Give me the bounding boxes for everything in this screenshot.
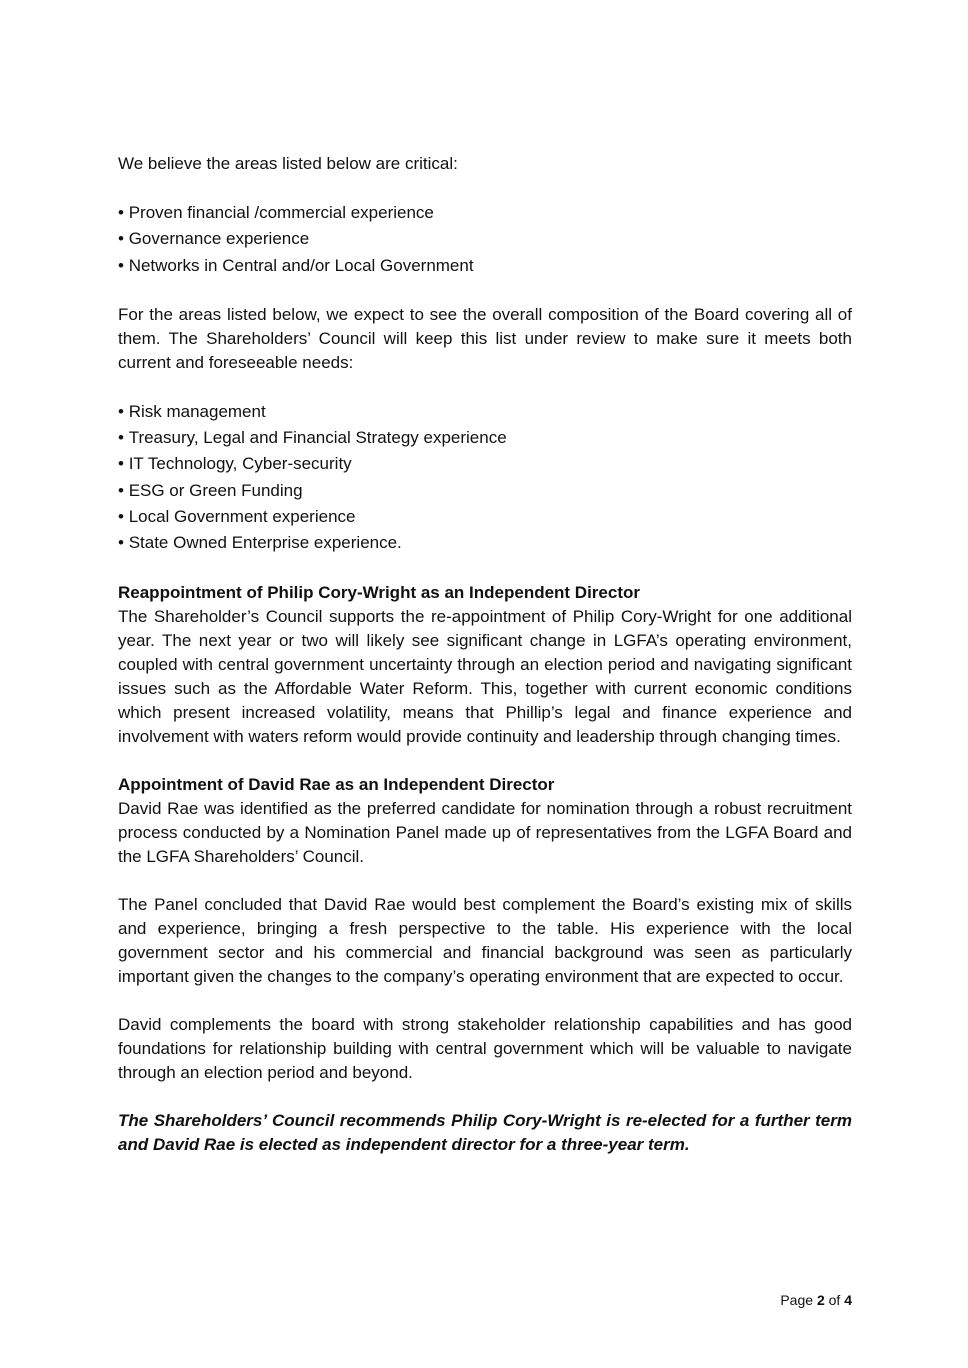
list-item: • Local Government experience (118, 504, 852, 530)
reappointment-heading: Reappointment of Philip Cory-Wright as an Independent Director (118, 582, 640, 602)
appointment-paragraph-1: David Rae was identified as the preferred candidate for nomination through a robust recruitment process conducted by a Nomination Panel made up of representatives from the LGFA Board and the LGFA Shareholders’ Council. (118, 798, 852, 866)
list-item: • Risk management (118, 399, 852, 425)
composition-paragraph: For the areas listed below, we expect to see the overall composition of the Board covering all of them. The Shareholders’ Council will keep this list under review to make sure it meets both current and foreseeable needs: (118, 304, 852, 372)
page-footer (780, 1290, 852, 1310)
appointment-paragraph-3: David complements the board with strong stakeholder relationship capabilities and has good foundations for relationship building with central government which will be valuable to navigate through an election period and beyond. (118, 1014, 852, 1082)
of-word: of (828, 1292, 841, 1308)
page-word: Page (780, 1292, 814, 1308)
list-item: • IT Technology, Cyber-security (118, 451, 852, 477)
reappointment-body: The Shareholder’s Council supports the re-appointment of Philip Cory-Wright for one additional year. The next year or two will likely see significant change in LGFA’s operating environment, coupled with central government uncertainty through an election period and navigating significant issues such as the Affordable Water Reform. This, together with current economic conditions which present increased volatility, means that Phillip’s legal and finance experience and involvement with waters reform would provide continuity and leadership through changing times. (118, 606, 852, 746)
document-page (118, 152, 852, 1157)
critical-areas-list (118, 200, 852, 279)
list-item: • State Owned Enterprise experience. (118, 530, 852, 556)
list-item: • Governance experience (118, 226, 852, 252)
list-item: • Networks in Central and/or Local Government (118, 253, 852, 279)
intro-text: We believe the areas listed below are critical: (118, 154, 458, 173)
list-item: • ESG or Green Funding (118, 478, 852, 504)
composition-areas-list (118, 399, 852, 557)
appointment-heading: Appointment of David Rae as an Independent Director (118, 774, 555, 794)
list-item: • Proven financial /commercial experience (118, 200, 852, 226)
page-total: 4 (844, 1292, 852, 1308)
appointment-paragraph-2: The Panel concluded that David Rae would best complement the Board’s existing mix of skills and experience, bringing a fresh perspective to the table. His experience with the local government sector and his commercial and financial background was seen as particularly important given the changes to the company’s operating environment that are expected to occur. (118, 894, 852, 986)
list-item: • Treasury, Legal and Financial Strategy experience (118, 425, 852, 451)
page-number: 2 (816, 1292, 825, 1308)
recommendation-text: The Shareholders’ Council recommends Philip Cory-Wright is re-elected for a further term and David Rae is elected as independent director for a three-year term. (118, 1110, 852, 1154)
